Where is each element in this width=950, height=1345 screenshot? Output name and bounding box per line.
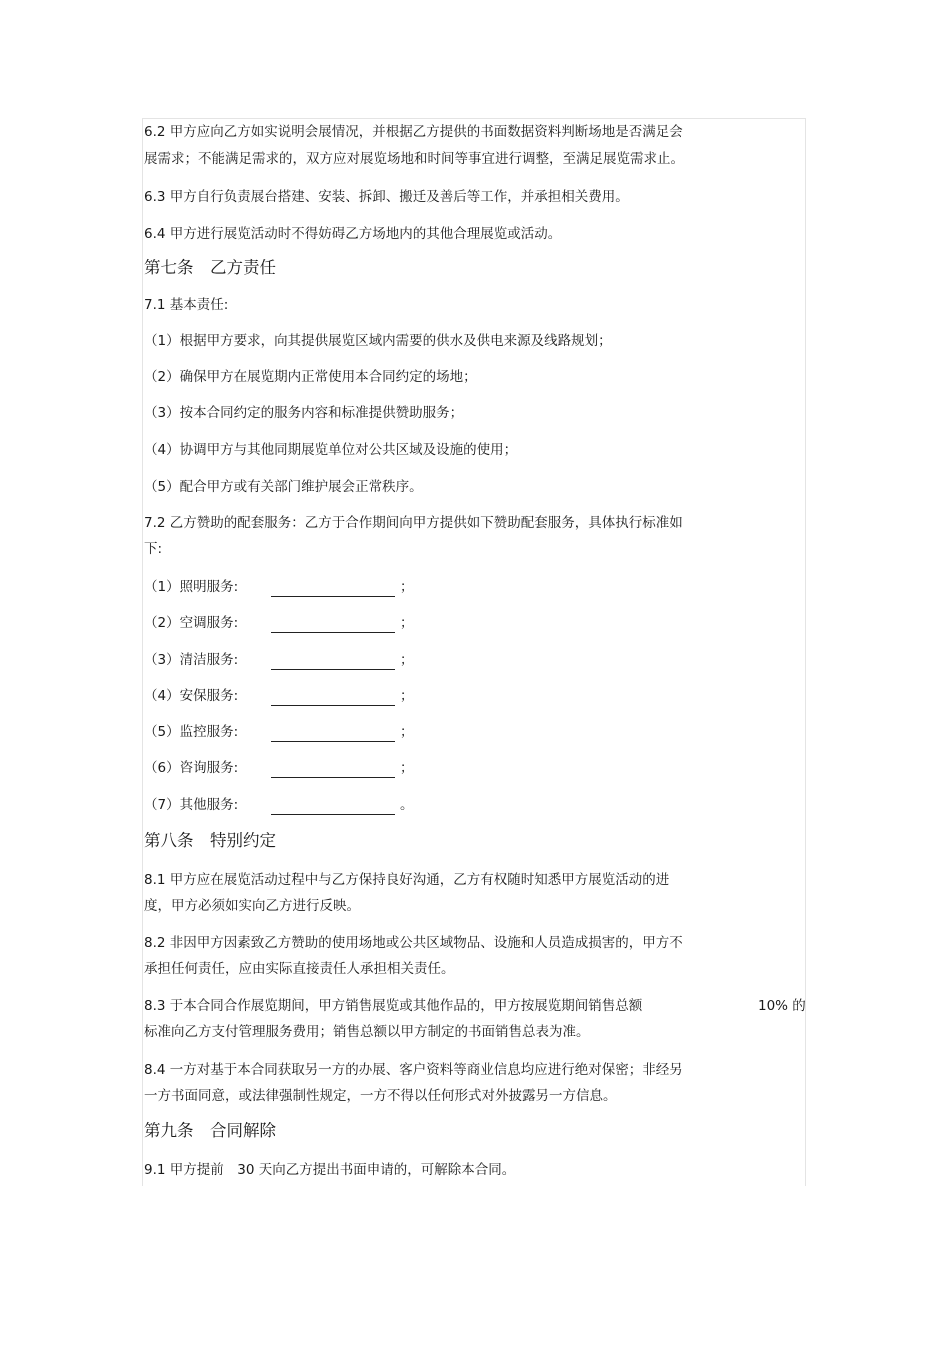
service-end-consulting: ； [400, 760, 414, 776]
service-end-monitoring: ； [400, 724, 414, 740]
clause-8-heading: 第八条 特别约定 [144, 831, 276, 850]
clause-6-2-line-1: 6.2 甲方应向乙方如实说明会展情况，并根据乙方提供的书面数据资料判断场地是否满足会 [144, 124, 683, 140]
service-blank-security[interactable] [271, 704, 395, 706]
service-blank-lighting[interactable] [271, 595, 395, 597]
clause-7-2-line-2: 下: [144, 541, 163, 557]
service-label-aircon: （2）空调服务: [144, 615, 239, 631]
clause-8-2-line-1: 8.2 非因甲方因素致乙方赞助的使用场地或公共区域物品、设施和人员造成损害的，甲方不 [144, 935, 683, 951]
clause-6-2-line-2: 展需求；不能满足需求的，双方应对展览场地和时间等事宜进行调整，至满足展览需求止。 [144, 151, 684, 167]
service-label-security: （4）安保服务: [144, 688, 239, 704]
service-label-consulting: （6）咨询服务: [144, 760, 239, 776]
clause-8-4-line-1: 8.4 一方对基于本合同获取另一方的办展、客户资料等商业信息均应进行绝对保密；非经另 [144, 1062, 683, 1078]
clause-7-2-line-1: 7.2 乙方赞助的配套服务：乙方于合作期间向甲方提供如下赞助配套服务，具体执行标准如 [144, 515, 683, 531]
service-label-monitoring: （5）监控服务: [144, 724, 239, 740]
service-end-lighting: ； [400, 579, 414, 595]
clause-8-4-line-2: 一方书面同意，或法律强制性规定，一方不得以任何形式对外披露另一方信息。 [144, 1088, 617, 1104]
clause-7-1-item-2: （2）确保甲方在展览期内正常使用本合同约定的场地； [144, 369, 477, 385]
clause-8-3-line-1: 8.3 于本合同合作展览期间，甲方销售展览或其他作品的，甲方按展览期间销售总额 [144, 998, 643, 1014]
service-end-cleaning: ； [400, 652, 414, 668]
clause-9-heading: 第九条 合同解除 [144, 1121, 276, 1140]
clause-8-1-line-1: 8.1 甲方应在展览活动过程中与乙方保持良好沟通，乙方有权随时知悉甲方展览活动的进 [144, 872, 670, 888]
service-end-aircon: ； [400, 615, 414, 631]
service-blank-monitoring[interactable] [271, 740, 395, 742]
clause-6-3: 6.3 甲方自行负责展台搭建、安装、拆卸、搬迁及善后等工作，并承担相关费用。 [144, 189, 629, 205]
service-label-cleaning: （3）清洁服务: [144, 652, 239, 668]
clause-7-1-item-5: （5）配合甲方或有关部门维护展会正常秩序。 [144, 479, 423, 495]
service-end-security: ； [400, 688, 414, 704]
service-end-other: 。 [400, 797, 414, 813]
service-label-other: （7）其他服务: [144, 797, 239, 813]
clause-8-3-rate: 10% 的 [758, 998, 806, 1014]
clause-7-1-item-4: （4）协调甲方与其他同期展览单位对公共区域及设施的使用； [144, 442, 518, 458]
clause-6-4: 6.4 甲方进行展览活动时不得妨碍乙方场地内的其他合理展览或活动。 [144, 226, 562, 242]
clause-7-1: 7.1 基本责任: [144, 297, 229, 313]
service-label-lighting: （1）照明服务: [144, 579, 239, 595]
clause-7-1-item-1: （1）根据甲方要求，向其提供展览区域内需要的供水及供电来源及线路规划； [144, 333, 612, 349]
service-blank-other[interactable] [271, 813, 395, 815]
clause-8-2-line-2: 承担任何责任，应由实际直接责任人承担相关责任。 [144, 961, 455, 977]
service-blank-consulting[interactable] [271, 776, 395, 778]
clause-8-3-line-2: 标准向乙方支付管理服务费用；销售总额以甲方制定的书面销售总表为准。 [144, 1024, 590, 1040]
clause-7-1-item-3: （3）按本合同约定的服务内容和标准提供赞助服务； [144, 405, 464, 421]
service-blank-aircon[interactable] [271, 631, 395, 633]
clause-9-1: 9.1 甲方提前 30 天向乙方提出书面申请的，可解除本合同。 [144, 1162, 516, 1178]
clause-8-1-line-2: 度，甲方必须如实向乙方进行反映。 [144, 898, 360, 914]
service-blank-cleaning[interactable] [271, 668, 395, 670]
clause-7-heading: 第七条 乙方责任 [144, 258, 276, 277]
